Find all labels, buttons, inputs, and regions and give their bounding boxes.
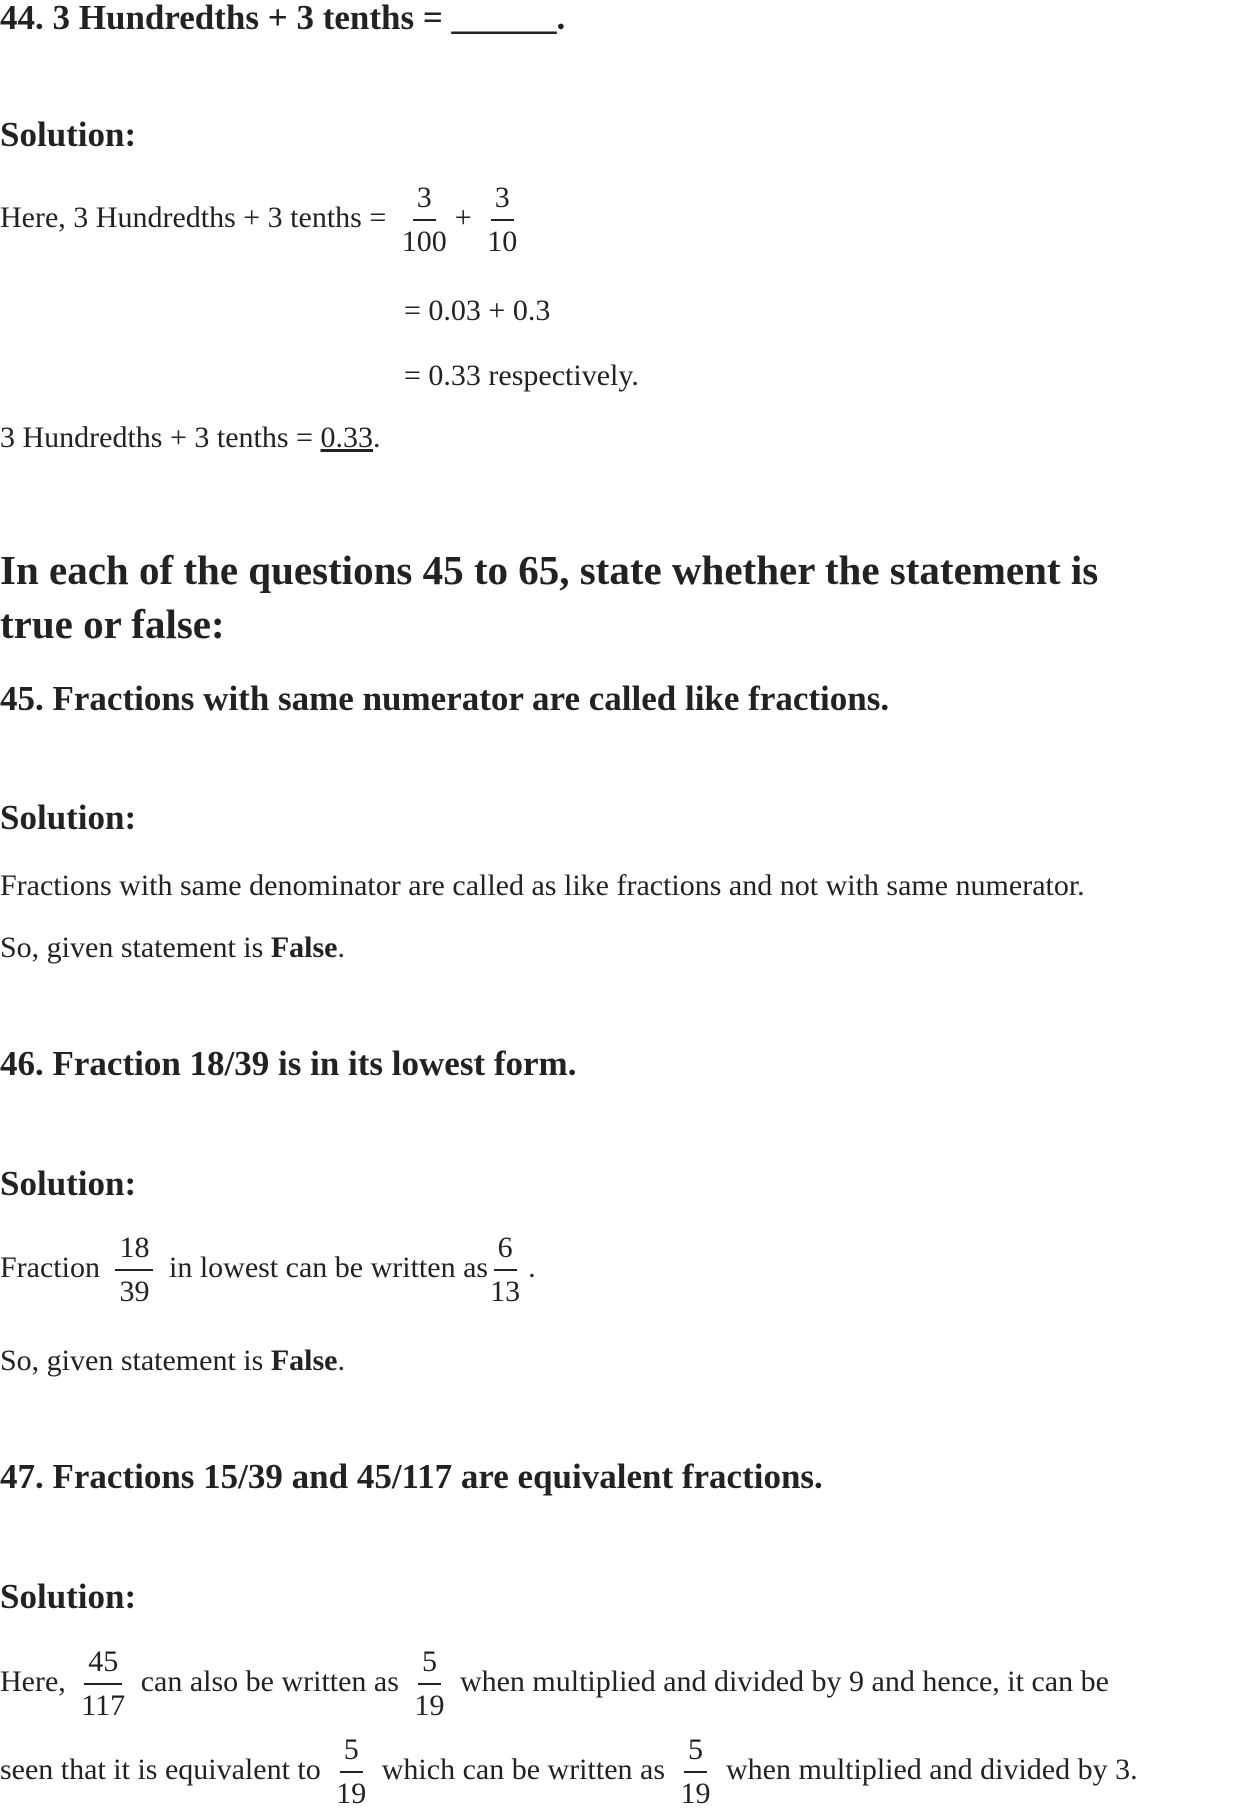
text: . xyxy=(528,1250,536,1284)
question-45: 45. Fractions with same numerator are called like fractions. xyxy=(0,679,890,718)
numerator: 45 xyxy=(84,1647,122,1685)
denominator: 117 xyxy=(81,1689,126,1722)
denominator: 19 xyxy=(680,1777,711,1810)
q45-explanation: Fractions with same denominator are called as like fractions and not with same numerator. xyxy=(0,869,1085,902)
fraction xyxy=(490,1233,520,1307)
fraction xyxy=(336,1735,366,1809)
text: when multiplied and divided by 9 and hence, it can be xyxy=(459,1664,1109,1698)
q45-verdict xyxy=(0,933,345,963)
q47-solution-line2 xyxy=(0,1735,1138,1809)
fraction xyxy=(81,1647,125,1721)
q44-solution-line2: = 0.03 + 0.3 xyxy=(404,294,551,327)
denominator: 19 xyxy=(414,1689,445,1722)
question-44: 44. 3 Hundredths + 3 tenths = ______. xyxy=(0,0,566,37)
q44-solution-line1 xyxy=(0,183,525,257)
fraction xyxy=(681,1735,711,1809)
verdict: False xyxy=(270,931,338,964)
text: Fraction xyxy=(0,1250,100,1284)
denominator: 10 xyxy=(487,225,518,258)
verdict: False xyxy=(270,1344,338,1377)
numerator: 18 xyxy=(115,1233,153,1271)
plus-sign: + xyxy=(454,200,472,234)
question-46: 46. Fraction 18/39 is in its lowest form. xyxy=(0,1044,577,1083)
text: . xyxy=(337,1344,345,1377)
text: which can be written as xyxy=(381,1752,665,1786)
q44-solution-line3: = 0.33 respectively. xyxy=(404,359,639,392)
numerator: 5 xyxy=(418,1647,441,1685)
q46-solution-line xyxy=(0,1233,536,1307)
section-heading-line1: In each of the questions 45 to 65, state whether the statement is xyxy=(0,547,1099,593)
section-heading-line2: true or false: xyxy=(0,601,225,647)
text: Here, xyxy=(0,1664,66,1698)
denominator: 100 xyxy=(401,225,447,258)
solution-label: Solution: xyxy=(0,1577,137,1616)
numerator: 5 xyxy=(340,1735,363,1773)
numerator: 3 xyxy=(491,183,514,221)
question-47: 47. Fractions 15/39 and 45/117 are equivalent fractions. xyxy=(0,1457,823,1496)
denominator: 13 xyxy=(490,1275,521,1308)
fraction xyxy=(414,1647,444,1721)
fraction xyxy=(402,183,447,257)
q46-verdict xyxy=(0,1346,345,1376)
text: can also be written as xyxy=(140,1664,399,1698)
numerator: 3 xyxy=(413,183,436,221)
denominator: 39 xyxy=(119,1275,150,1308)
text: So, given statement is xyxy=(0,931,264,964)
solution-label: Solution: xyxy=(0,1164,137,1203)
solution-label: Solution: xyxy=(0,115,137,154)
text: . xyxy=(337,931,345,964)
denominator: 19 xyxy=(336,1777,367,1810)
numerator: 5 xyxy=(684,1735,707,1773)
solution-label: Solution: xyxy=(0,798,137,837)
text: . xyxy=(372,421,381,454)
text: So, given statement is xyxy=(0,1344,264,1377)
text: in lowest can be written as xyxy=(168,1250,489,1284)
q47-solution-line1 xyxy=(0,1647,1109,1721)
text: seen that it is equivalent to xyxy=(0,1752,321,1786)
numerator: 6 xyxy=(494,1233,517,1271)
text: Here, 3 Hundredths + 3 tenths = xyxy=(0,200,387,234)
q44-answer xyxy=(0,423,380,453)
text: 3 Hundredths + 3 tenths = xyxy=(0,421,313,454)
answer-value: 0.33 xyxy=(320,421,373,454)
text: when multiplied and divided by 3. xyxy=(726,1752,1138,1786)
fraction xyxy=(487,183,517,257)
fraction xyxy=(115,1233,153,1307)
